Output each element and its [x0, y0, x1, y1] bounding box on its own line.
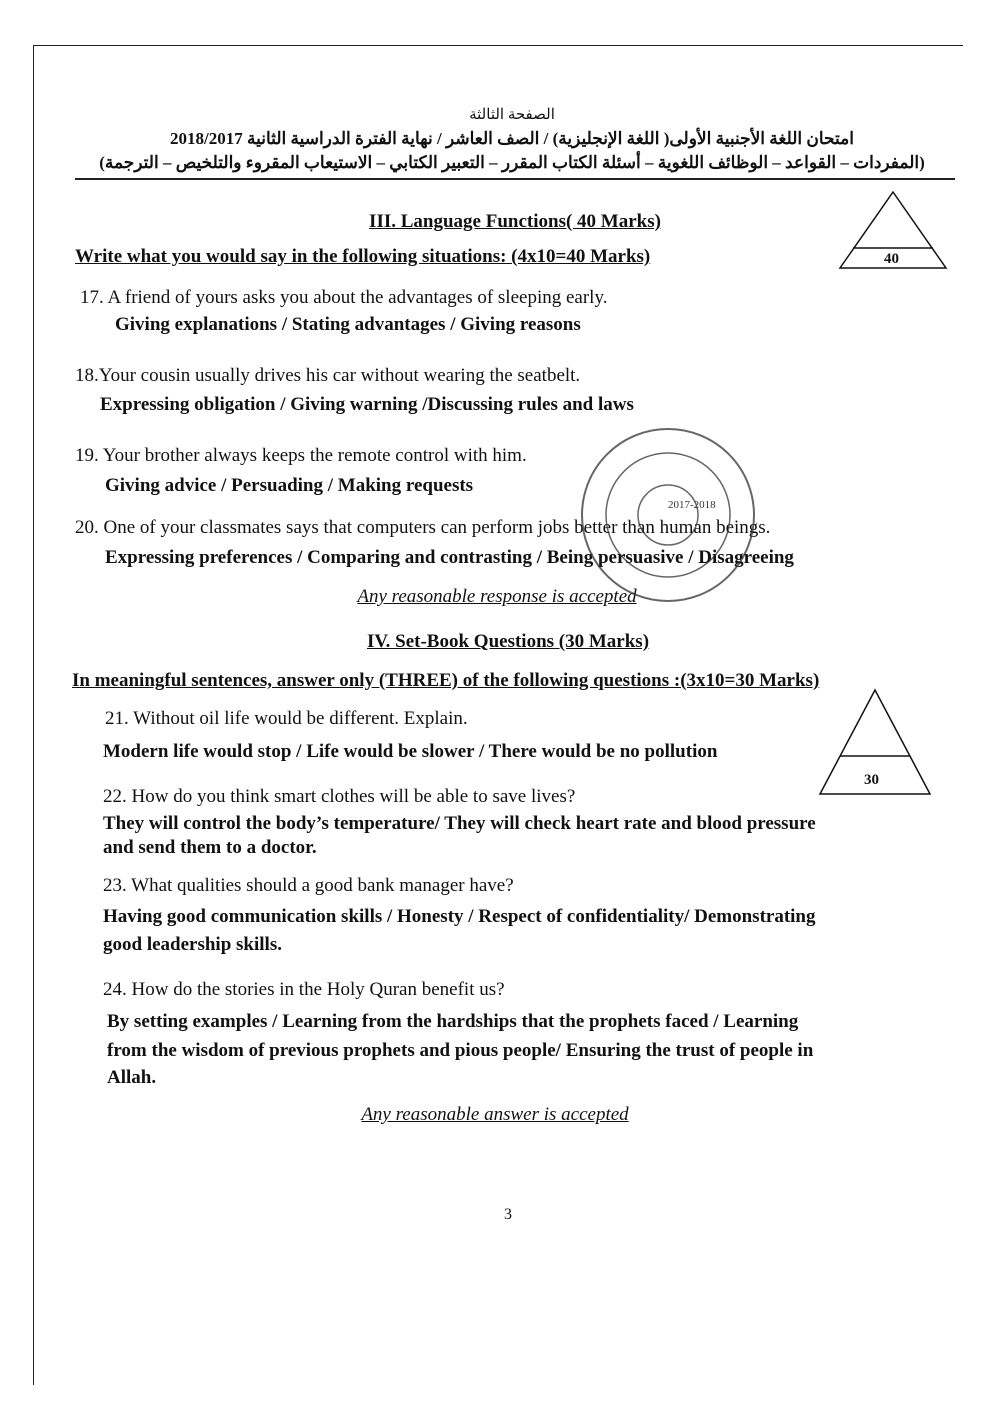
section4-heading: IV. Set-Book Questions (30 Marks) [366, 631, 650, 652]
header-divider [75, 178, 955, 180]
section3-heading: III. Language Functions( 40 Marks) [369, 211, 661, 232]
answer-22-line1: They will control the body’s temperature/ They will check heart rate and blood pressure [103, 813, 816, 834]
section4-note: Any reasonable answer is accepted [361, 1104, 629, 1125]
exam-title: امتحان اللغة الأجنبية الأولى( اللغة الإنجليزية) / الصف العاشر / نهاية الفترة الدراسية الثانية 2018/2017 [170, 129, 854, 148]
question-24: 24. How do the stories in the Holy Quran benefit us? [103, 979, 505, 1000]
answer-17: Giving explanations / Stating advantages / Giving reasons [115, 314, 581, 335]
answer-24-line2: from the wisdom of previous prophets and pious people/ Ensuring the trust of people in [107, 1040, 814, 1061]
question-20: 20. One of your classmates says that computers can perform jobs better than human beings. [75, 517, 771, 538]
question-22: 22. How do you think smart clothes will be able to save lives? [103, 786, 576, 807]
answer-23-line1: Having good communication skills / Honesty / Respect of confidentiality/ Demonstrating [103, 906, 816, 927]
answer-23-line2: good leadership skills. [103, 934, 282, 955]
question-23: 23. What qualities should a good bank manager have? [103, 875, 514, 896]
section3-instruction: Write what you would say in the following situations: (4x10=40 Marks) [75, 246, 651, 267]
page-number: 3 [504, 1206, 512, 1223]
stamp-year: 2017-2018 [668, 499, 716, 511]
answer-24-line3: Allah. [107, 1067, 157, 1088]
top-border [33, 45, 963, 46]
exam-sections: (المفردات – القواعد – الوظائف اللغوية – أسئلة الكتاب المقرر – التعبير الكتابي – الاستيعاب المقروء والتلخيص – الترجمة) [99, 153, 925, 172]
question-18: 18.Your cousin usually drives his car without wearing the seatbelt. [75, 365, 581, 386]
answer-20: Expressing preferences / Comparing and contrasting / Being persuasive / Disagreeing [105, 547, 794, 568]
answer-22-line2: and send them to a doctor. [103, 837, 317, 858]
question-17: 17. A friend of yours asks you about the advantages of sleeping early. [80, 287, 608, 308]
question-21: 21. Without oil life would be different. Explain. [105, 708, 468, 729]
answer-21: Modern life would stop / Life would be slower / There would be no pollution [103, 741, 718, 762]
answer-19: Giving advice / Persuading / Making requests [105, 475, 474, 496]
left-border [33, 45, 34, 1385]
marks-badge-40: 40 [884, 251, 899, 267]
section4-instruction: In meaningful sentences, answer only (THREE) of the following questions :(3x10=30 Marks) [72, 670, 820, 691]
answer-24-line1: By setting examples / Learning from the hardships that the prophets faced / Learning [107, 1011, 799, 1032]
section3-note: Any reasonable response is accepted [357, 586, 637, 607]
official-stamp [578, 420, 758, 610]
answer-18: Expressing obligation / Giving warning /Discussing rules and laws [100, 394, 634, 415]
page-label: الصفحة الثالثة [469, 107, 555, 123]
marks-badge-30: 30 [864, 772, 879, 788]
question-19: 19. Your brother always keeps the remote control with him. [75, 445, 527, 466]
